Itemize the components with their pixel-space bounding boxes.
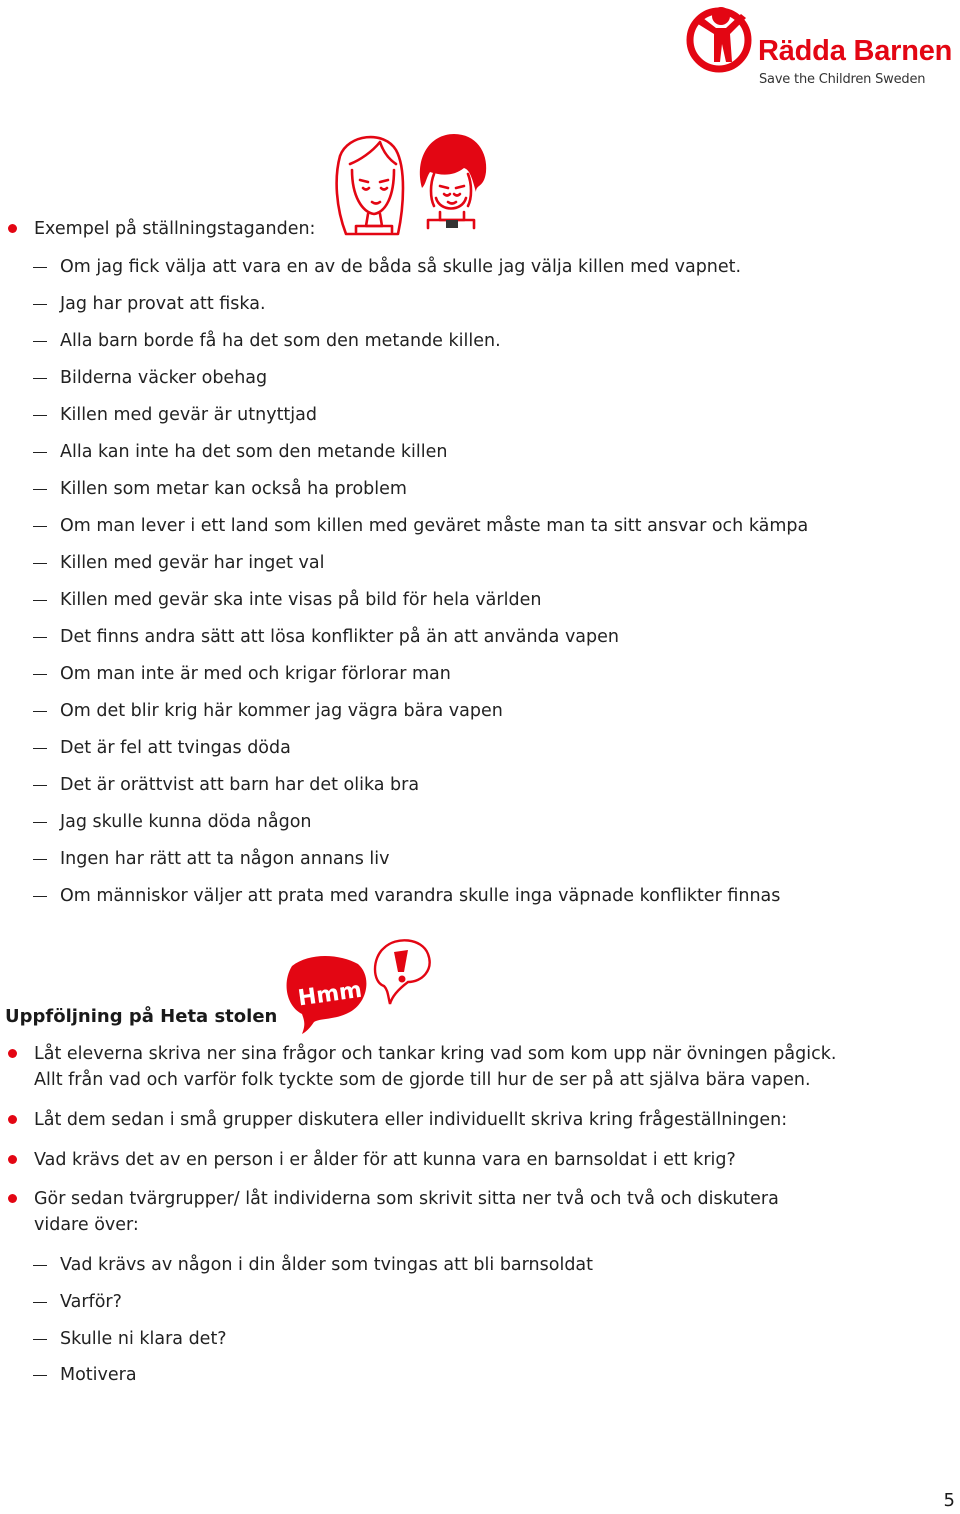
list-item: Det är orättvist att barn har det olika bra bbox=[60, 772, 419, 798]
child-figure-logo-icon bbox=[686, 4, 754, 74]
bullet-line: vidare över: bbox=[34, 1215, 139, 1235]
list-item: Varför? bbox=[60, 1289, 122, 1315]
list-item: Det finns andra sätt att lösa konflikter på än att använda vapen bbox=[60, 624, 619, 650]
list-item: Om man inte är med och krigar förlorar man bbox=[60, 661, 451, 687]
rädda-barnen-logo bbox=[686, 4, 958, 90]
bullet-line: Allt från vad och varför folk tyckte som de gjorde till hur de ser på att själva bära vapen. bbox=[34, 1070, 811, 1090]
list-item: Om man lever i ett land som killen med geväret måste man ta sitt ansvar och kämpa bbox=[60, 513, 808, 539]
list-item: Jag har provat att fiska. bbox=[60, 291, 266, 317]
list-item: Vad krävs av någon i din ålder som tvingas att bli barnsoldat bbox=[60, 1252, 593, 1278]
list-item: Motivera bbox=[60, 1362, 137, 1388]
list-item: Om det blir krig här kommer jag vägra bära vapen bbox=[60, 698, 503, 724]
bullet-item bbox=[34, 1186, 779, 1238]
page-number: 5 bbox=[943, 1490, 955, 1511]
list-item: Killen med gevär är utnyttjad bbox=[60, 402, 317, 428]
bullet-line: Gör sedan tvärgrupper/ låt individerna som skrivit sitta ner två och två och diskutera bbox=[34, 1189, 779, 1209]
bullet-item bbox=[34, 1041, 836, 1093]
bullet-line: Låt dem sedan i små grupper diskutera eller individuellt skriva kring frågeställningen: bbox=[34, 1110, 788, 1130]
list-item: Killen med gevär ska inte visas på bild för hela världen bbox=[60, 587, 541, 613]
list-item: Om människor väljer att prata med varandra skulle inga väpnade konflikter finnas bbox=[60, 883, 780, 909]
hmm-text: Hmm bbox=[296, 977, 364, 1012]
logo-name: Rädda Barnen bbox=[758, 35, 953, 67]
list-item: Alla kan inte ha det som den metande killen bbox=[60, 439, 447, 465]
list-item: Bilderna väcker obehag bbox=[60, 365, 267, 391]
logo-subtitle: Save the Children Sweden bbox=[759, 72, 926, 87]
list-item: Killen med gevär har inget val bbox=[60, 550, 324, 576]
girl-and-boy-faces-illustration bbox=[330, 128, 490, 240]
bullet-examples-heading: Exempel på ställningstaganden: bbox=[34, 216, 315, 242]
bullet-line: Låt eleverna skriva ner sina frågor och tankar kring vad som kom upp när övningen pågick. bbox=[34, 1044, 837, 1064]
list-item: Det är fel att tvingas döda bbox=[60, 735, 291, 761]
list-item: Ingen har rätt att ta någon annans liv bbox=[60, 846, 389, 872]
bullet-line: Vad krävs det av en person i er ålder för att kunna vara en barnsoldat i ett krig? bbox=[34, 1150, 736, 1170]
list-item: Jag skulle kunna döda någon bbox=[60, 809, 312, 835]
list-item: Om jag fick välja att vara en av de båda så skulle jag välja killen med vapnet. bbox=[60, 254, 741, 280]
hmm-speech-bubble-illustration bbox=[284, 936, 434, 1036]
list-item: Skulle ni klara det? bbox=[60, 1326, 227, 1352]
bullet-item bbox=[34, 1107, 787, 1133]
list-item: Alla barn borde få ha det som den metande killen. bbox=[60, 328, 501, 354]
bullet-item bbox=[34, 1147, 736, 1173]
list-item: Killen som metar kan också ha problem bbox=[60, 476, 407, 502]
section-heading: Uppföljning på Heta stolen bbox=[5, 1006, 278, 1027]
